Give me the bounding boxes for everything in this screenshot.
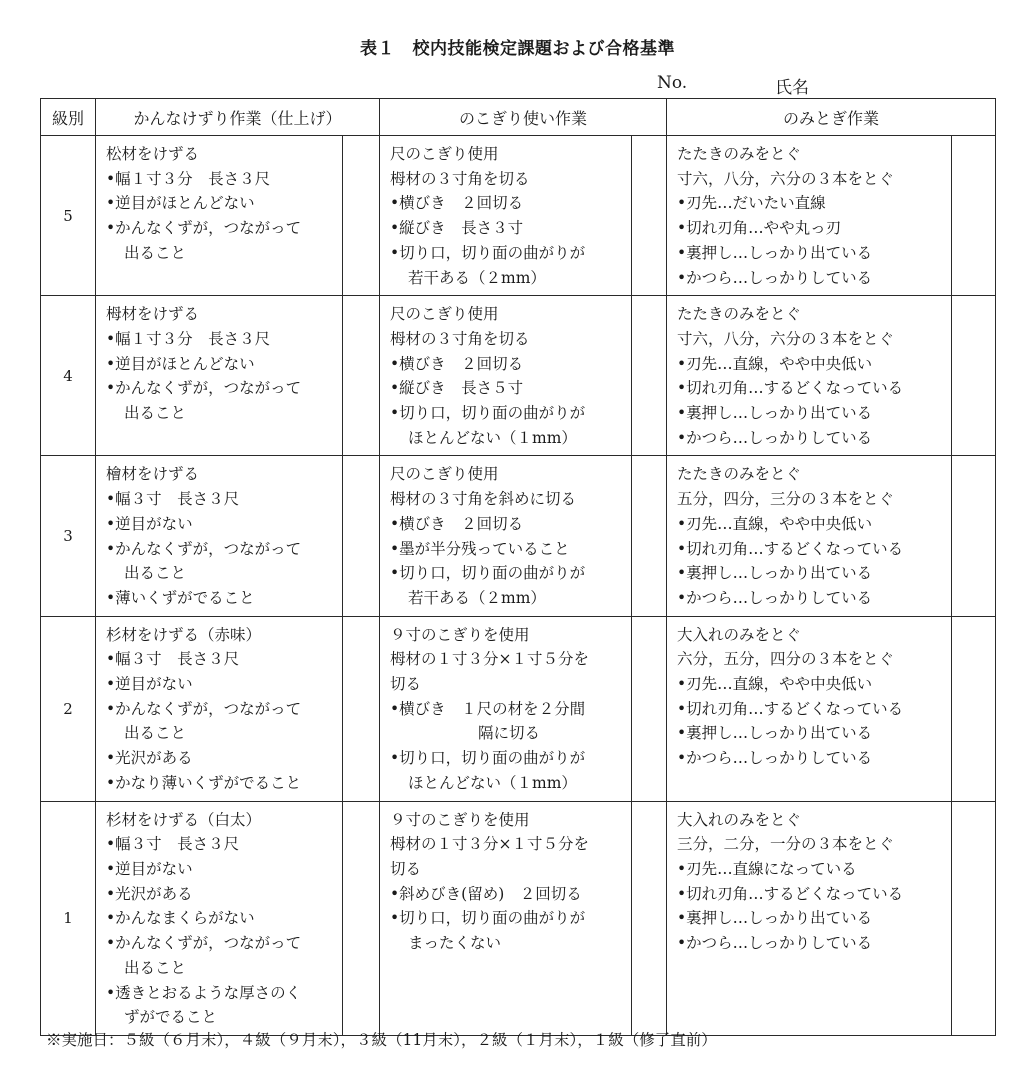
footnote: ※実施日：５級（６月末），４級（９月末），３級（11月末），２級（１月末），１級（修了直前） — [46, 1031, 717, 1049]
criteria-line: •切り口，切り面の曲がりが — [390, 404, 586, 423]
criteria-line: •切り口，切り面の曲がりが — [390, 909, 586, 928]
criteria-line: •かんなくずが，つながって — [106, 699, 302, 718]
criteria-line: 栂材の３寸角を切る — [390, 169, 530, 188]
table-row — [41, 296, 996, 456]
check-box-cell — [343, 801, 380, 1035]
chisel-criteria-cell — [667, 456, 952, 616]
criteria-line: 栂材の３寸角を切る — [390, 329, 530, 348]
criteria-line: •墨が半分残っていること — [390, 539, 570, 558]
criteria-line: •かつら…しっかりしている — [677, 428, 873, 447]
criteria-line: •薄いくずがでること — [106, 588, 255, 607]
criteria-line: 大入れのみをとぐ — [677, 625, 802, 644]
criteria-line: 尺のこぎり使用 — [390, 145, 499, 163]
criteria-line: 五分，四分，三分の３本をとぐ — [677, 490, 895, 509]
criteria-line: •刃先…直線，やや中央低い — [677, 514, 873, 533]
criteria-line: •切れ刃角…するどくなっている — [677, 539, 904, 558]
check-box-cell — [952, 456, 996, 616]
criteria-line: ９寸のこぎりを使用 — [390, 810, 530, 829]
criteria-line: 出ること — [124, 958, 187, 977]
criteria-line: 出ること — [124, 564, 187, 583]
table-row — [41, 616, 996, 801]
criteria-line: •かんなくずが，つながって — [106, 934, 302, 953]
check-box-cell — [952, 296, 996, 456]
criteria-line: 出ること — [124, 243, 187, 262]
check-box-cell — [343, 456, 380, 616]
criteria-line: 栂材の１寸３分×１寸５分を — [390, 835, 590, 854]
criteria-line: 六分，五分，四分の３本をとぐ — [677, 650, 895, 669]
criteria-line: 出ること — [124, 724, 187, 743]
header-plane: かんなけずり作業（仕上げ） — [96, 99, 380, 136]
criteria-line: 大入れのみをとぐ — [677, 810, 802, 829]
criteria-line: 若干ある（２mm） — [408, 268, 546, 287]
criteria-line: •切れ刃角…するどくなっている — [677, 699, 904, 718]
table-row — [41, 801, 996, 1035]
criteria-line: •逆目がほとんどない — [106, 354, 255, 373]
criteria-line: •かんなくずが，つながって — [106, 219, 302, 238]
check-box-cell — [343, 136, 380, 296]
check-box-cell — [632, 296, 667, 456]
criteria-line: まったくない — [408, 934, 502, 953]
criteria-line: •切れ刃角…するどくなっている — [677, 884, 904, 903]
plane-criteria-cell — [96, 296, 343, 456]
grade-cell: 1 — [41, 801, 96, 1035]
criteria-line: 寸六，八分，六分の３本をとぐ — [677, 169, 895, 188]
criteria-line: •幅１寸３分 長さ３尺 — [106, 329, 271, 348]
criteria-line: •逆目がない — [106, 859, 193, 878]
name-label: 氏名 — [775, 78, 809, 98]
criteria-line: たたきのみをとぐ — [677, 305, 802, 324]
criteria-line: 尺のこぎり使用 — [390, 465, 499, 484]
criteria-line: 隔に切る — [478, 724, 541, 743]
grade-cell: 5 — [41, 136, 96, 296]
criteria-line: •横びき ２回切る — [390, 194, 524, 213]
criteria-line: •横びき ２回切る — [390, 354, 524, 373]
plane-criteria-cell — [96, 801, 343, 1035]
number-label: No. — [657, 73, 688, 93]
criteria-line: •逆目がない — [106, 675, 193, 694]
criteria-line: たたきのみをとぐ — [677, 145, 802, 163]
plane-criteria-cell — [96, 136, 343, 296]
check-box-cell — [952, 801, 996, 1035]
criteria-line: ９寸のこぎりを使用 — [390, 625, 530, 644]
criteria-line: •斜めびき(留め) ２回切る — [390, 884, 582, 903]
check-box-cell — [952, 616, 996, 801]
check-box-cell — [343, 616, 380, 801]
grade-cell: 4 — [41, 296, 96, 456]
criteria-line: •かつら…しっかりしている — [677, 588, 873, 607]
check-box-cell — [632, 616, 667, 801]
criteria-line: 切る — [390, 859, 422, 878]
criteria-line: •縦びき 長さ３寸 — [390, 219, 524, 238]
header-grade: 級別 — [41, 99, 96, 136]
criteria-line: •切れ刃角…やや丸っ刃 — [677, 219, 842, 238]
criteria-table — [40, 98, 996, 1036]
criteria-line: 栂材の３寸角を斜めに切る — [390, 490, 577, 509]
criteria-line: 出ること — [124, 404, 187, 423]
criteria-line: 杉材をけずる（白太） — [106, 810, 262, 829]
criteria-line: •かんなまくらがない — [106, 909, 255, 928]
criteria-line: •横びき ２回切る — [390, 514, 524, 533]
chisel-criteria-cell — [667, 616, 952, 801]
check-box-cell — [343, 296, 380, 456]
header-chisel: のみとぎ作業 — [667, 99, 996, 136]
criteria-line: •切れ刃角…するどくなっている — [677, 379, 904, 398]
check-box-cell — [952, 136, 996, 296]
criteria-line: •刃先…直線，やや中央低い — [677, 354, 873, 373]
chisel-criteria-cell — [667, 136, 952, 296]
criteria-line: •かつら…しっかりしている — [677, 268, 873, 287]
criteria-line: 栂材の１寸３分×１寸５分を — [390, 650, 590, 669]
criteria-line: •刃先…直線，やや中央低い — [677, 675, 873, 694]
check-box-cell — [632, 801, 667, 1035]
criteria-line: •幅３寸 長さ３尺 — [106, 835, 240, 854]
criteria-line: 切る — [390, 675, 422, 694]
criteria-line: たたきのみをとぐ — [677, 465, 802, 484]
criteria-line: •裏押し…しっかり出ている — [677, 724, 873, 743]
criteria-line: •かつら…しっかりしている — [677, 749, 873, 768]
criteria-line: •幅３寸 長さ３尺 — [106, 650, 240, 669]
header-row — [41, 99, 996, 136]
criteria-line: •かつら…しっかりしている — [677, 934, 873, 953]
saw-criteria-cell — [380, 616, 632, 801]
criteria-line: •裏押し…しっかり出ている — [677, 243, 873, 262]
criteria-line: •光沢がある — [106, 884, 193, 903]
criteria-line: •透きとおるような厚さのく — [106, 983, 302, 1002]
criteria-line: •幅３寸 長さ３尺 — [106, 490, 240, 509]
criteria-line: 松材をけずる — [106, 145, 200, 163]
table-row — [41, 136, 996, 296]
plane-criteria-cell — [96, 616, 343, 801]
criteria-line: •逆目がない — [106, 514, 193, 533]
saw-criteria-cell — [380, 801, 632, 1035]
check-box-cell — [632, 136, 667, 296]
grade-cell: 2 — [41, 616, 96, 801]
plane-criteria-cell — [96, 456, 343, 616]
criteria-line: •縦びき 長さ５寸 — [390, 379, 524, 398]
table-row — [41, 456, 996, 616]
criteria-line: ほとんどない（１mm） — [408, 428, 577, 447]
criteria-line: 栂材をけずる — [106, 305, 200, 324]
criteria-line: •かんなくずが，つながって — [106, 539, 302, 558]
criteria-line: •切り口，切り面の曲がりが — [390, 749, 586, 768]
criteria-line: 檜材をけずる — [106, 465, 200, 484]
criteria-line: ほとんどない（１mm） — [408, 773, 577, 792]
criteria-line: •裏押し…しっかり出ている — [677, 404, 873, 423]
chisel-criteria-cell — [667, 801, 952, 1035]
criteria-line: 寸六，八分，六分の３本をとぐ — [677, 329, 895, 348]
grade-cell: 3 — [41, 456, 96, 616]
criteria-line: 尺のこぎり使用 — [390, 305, 499, 324]
criteria-line: •かんなくずが，つながって — [106, 379, 302, 398]
header-saw: のこぎり使い作業 — [380, 99, 667, 136]
criteria-line: •裏押し…しっかり出ている — [677, 564, 873, 583]
criteria-line: •逆目がほとんどない — [106, 194, 255, 213]
criteria-line: •光沢がある — [106, 749, 193, 768]
chisel-criteria-cell — [667, 296, 952, 456]
criteria-line: •裏押し…しっかり出ている — [677, 909, 873, 928]
criteria-line: •刃先…直線になっている — [677, 859, 857, 878]
criteria-line: ずがでること — [124, 1008, 218, 1027]
criteria-line: •横びき １尺の材を２分間 — [390, 699, 586, 718]
criteria-line: 三分，二分，一分の３本をとぐ — [677, 835, 895, 854]
criteria-line: •刃先…だいたい直線 — [677, 194, 826, 213]
saw-criteria-cell — [380, 136, 632, 296]
saw-criteria-cell — [380, 456, 632, 616]
criteria-line: 若干ある（２mm） — [408, 588, 546, 607]
saw-criteria-cell — [380, 296, 632, 456]
check-box-cell — [632, 456, 667, 616]
page-title: 表１ 校内技能検定課題および合格基準 — [360, 39, 675, 59]
criteria-line: •幅１寸３分 長さ３尺 — [106, 169, 271, 188]
criteria-line: •切り口，切り面の曲がりが — [390, 243, 586, 262]
criteria-line: •切り口，切り面の曲がりが — [390, 564, 586, 583]
criteria-line: •かなり薄いくずがでること — [106, 773, 302, 792]
criteria-line: 杉材をけずる（赤味） — [106, 625, 262, 644]
